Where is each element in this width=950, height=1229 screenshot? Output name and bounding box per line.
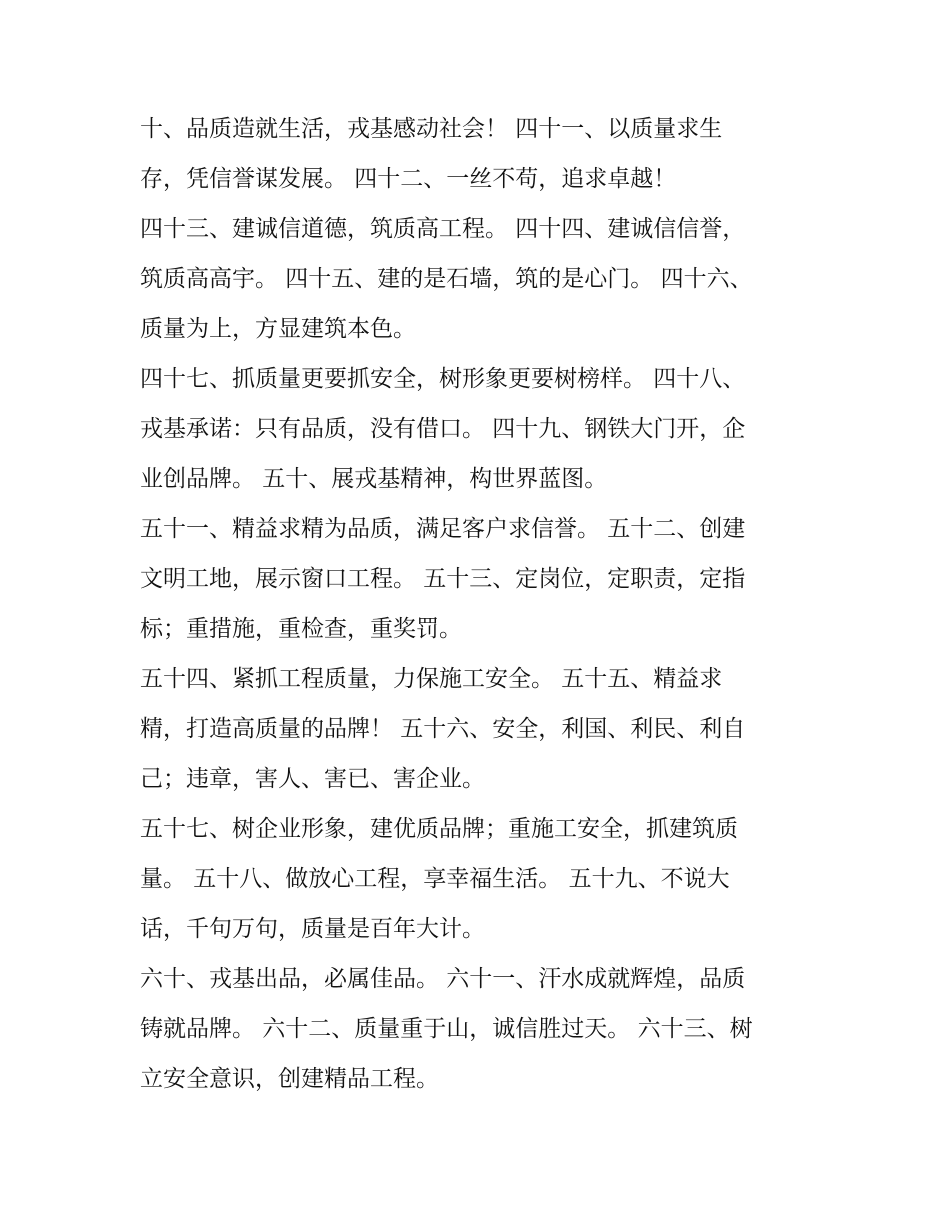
text-line: 话，千句万句，质量是百年大计。 <box>140 916 485 942</box>
text-line: 业创品牌。 五十、展戎基精神，构世界蓝图。 <box>140 466 608 492</box>
paragraph-1 <box>140 104 810 204</box>
text-line: 立安全意识，创建精品工程。 <box>140 1066 439 1092</box>
text-line: 四十七、抓质量更要抓安全，树形象更要树榜样。 四十八、 <box>140 366 746 392</box>
text-line: 己；违章，害人、害已、害企业。 <box>140 766 485 792</box>
paragraph-7 <box>140 954 810 1104</box>
text-line: 五十四、紧抓工程质量，力保施工安全。 五十五、精益求 <box>140 666 723 692</box>
paragraph-2 <box>140 204 810 354</box>
text-line: 文明工地，展示窗口工程。 五十三、定岗位，定职责，定指 <box>140 566 746 592</box>
paragraph-4 <box>140 504 810 654</box>
text-line: 十、品质造就生活，戎基感动社会！ 四十一、以质量求生 <box>140 116 723 142</box>
text-line: 精，打造高质量的品牌！ 五十六、安全，利国、利民、利自 <box>140 716 746 742</box>
text-line: 四十三、建诚信道德，筑质高工程。 四十四、建诚信信誉， <box>140 216 746 242</box>
text-line: 质量为上，方显建筑本色。 <box>140 316 416 342</box>
paragraph-3 <box>140 354 810 504</box>
paragraph-5 <box>140 654 810 804</box>
text-line: 筑质高高宇。 四十五、建的是石墙，筑的是心门。 四十六、 <box>140 266 753 292</box>
text-line: 存，凭信誉谋发展。 四十二、一丝不苟，追求卓越！ <box>140 166 677 192</box>
text-line: 五十七、树企业形象，建优质品牌；重施工安全，抓建筑质 <box>140 816 738 842</box>
text-line: 量。 五十八、做放心工程，享幸福生活。 五十九、不说大 <box>140 866 730 892</box>
text-line: 铸就品牌。 六十二、质量重于山，诚信胜过天。 六十三、树 <box>140 1016 753 1042</box>
paragraph-6 <box>140 804 810 954</box>
document-body <box>140 104 810 1104</box>
text-line: 六十、戎基出品，必属佳品。 六十一、汗水成就辉煌，品质 <box>140 966 746 992</box>
text-line: 戎基承诺：只有品质，没有借口。 四十九、钢铁大门开，企 <box>140 416 746 442</box>
text-line: 五十一、精益求精为品质，满足客户求信誉。 五十二、创建 <box>140 516 746 542</box>
text-line: 标；重措施，重检查，重奖罚。 <box>140 616 462 642</box>
